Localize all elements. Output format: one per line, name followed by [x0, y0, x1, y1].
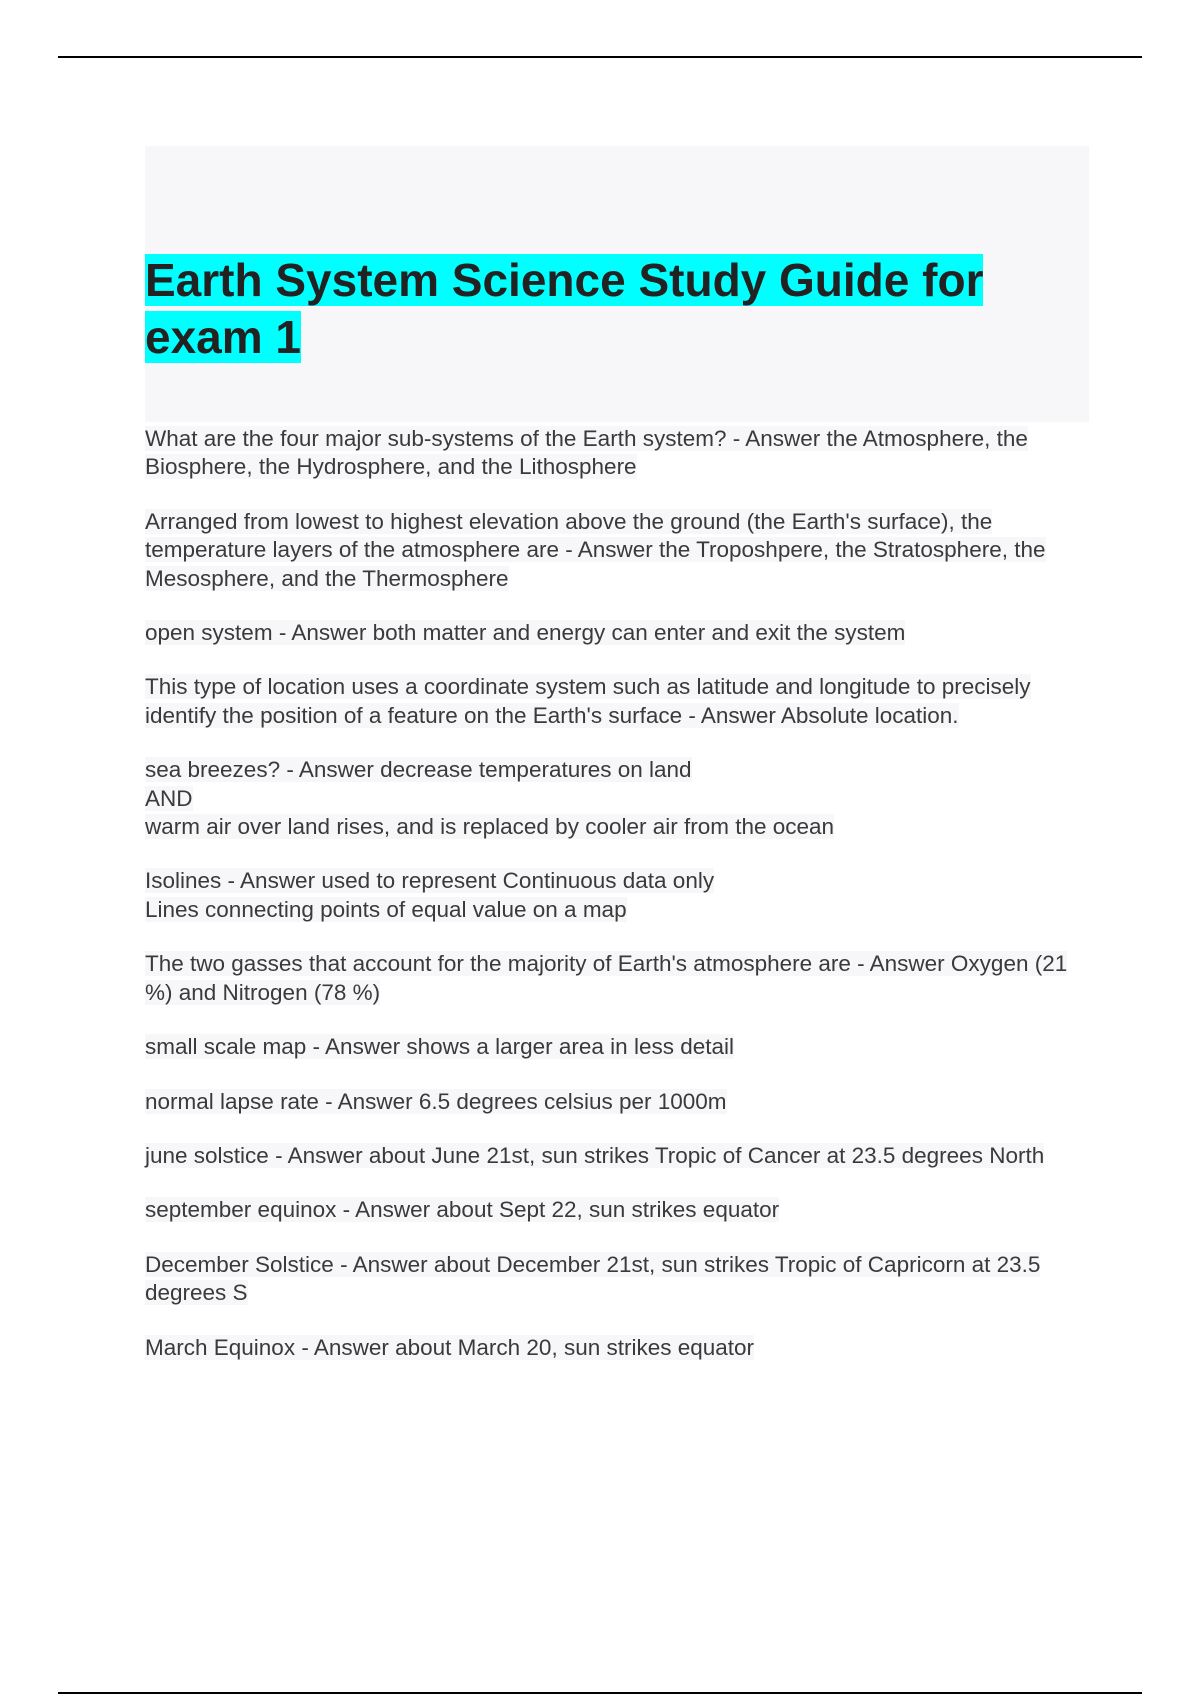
qa-item-5: [145, 756, 1095, 841]
qa-item-13: March Equinox - Answer about March 20, sun strikes equator: [145, 1334, 755, 1360]
qa-item-6: [145, 867, 1095, 924]
qa-item-3: open system - Answer both matter and energy can enter and exit the system: [145, 620, 906, 646]
qa-list: [145, 425, 1095, 1388]
qa-item-10: june solstice - Answer about June 21st, sun strikes Tropic of Cancer at 23.5 degrees North: [145, 1142, 1045, 1168]
qa-item-1: What are the four major sub-systems of the Earth system? - Answer the Atmosphere, the Biosphere, the Hydrosphere, and the Lithosphere: [145, 426, 1028, 480]
qa-item-6-line-1: Isolines - Answer used to represent Continuous data only: [145, 868, 715, 894]
page-title: [145, 252, 1065, 366]
page-title-highlight: Earth System Science Study Guide for exam 1: [145, 254, 984, 363]
bottom-divider: [58, 1692, 1142, 1694]
qa-item-5-line-1: sea breezes? - Answer decrease temperatures on land: [145, 757, 692, 783]
qa-item-7: The two gasses that account for the majority of Earth's atmosphere are - Answer Oxygen (21 %) and Nitrogen (78 %): [145, 951, 1068, 1005]
qa-item-5-line-3: warm air over land rises, and is replaced by cooler air from the ocean: [145, 814, 835, 840]
qa-item-11: september equinox - Answer about Sept 22, sun strikes equator: [145, 1197, 780, 1223]
qa-item-6-line-2: Lines connecting points of equal value on a map: [145, 896, 627, 922]
top-divider: [58, 56, 1142, 58]
qa-item-4: This type of location uses a coordinate system such as latitude and longitude to precisely identify the position of a feature on the Earth's surface - Answer Absolute location.: [145, 674, 1031, 728]
qa-item-2: Arranged from lowest to highest elevation above the ground (the Earth's surface), the temperature layers of the atmosphere are - Answer the Troposhpere, the Stratosphere, the Mesosphere, and the Thermosphere: [145, 508, 1046, 591]
qa-item-12: December Solstice - Answer about December 21st, sun strikes Tropic of Capricorn at 23.5 degrees S: [145, 1251, 1041, 1306]
qa-item-9: normal lapse rate - Answer 6.5 degrees celsius per 1000m: [145, 1088, 727, 1114]
qa-item-5-line-2: AND: [145, 785, 193, 811]
qa-item-8: small scale map - Answer shows a larger area in less detail: [145, 1034, 734, 1060]
